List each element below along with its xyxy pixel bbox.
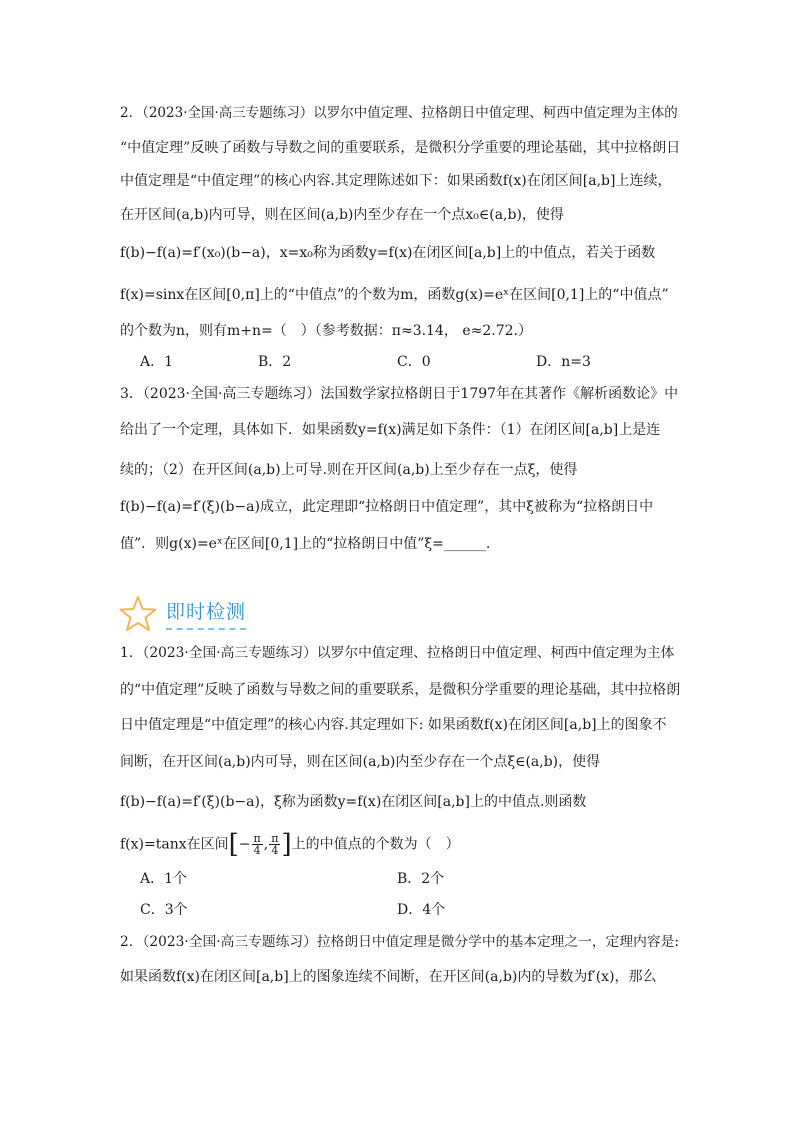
p1-line-6-prefix: f(x)=tanx在区间 bbox=[120, 836, 229, 853]
fraction-numerator: π bbox=[253, 832, 261, 845]
q2-option-c: C．0 bbox=[397, 354, 431, 370]
q3-line-5: 值”．则g(x)=eˣ在区间[0,1]上的“拉格朗日中值”ξ=______. bbox=[120, 536, 491, 552]
p1-line-3: 日中值定理是“中值定理”的核心内容.其定理如下: 如果函数f(x)在闭区间[a,b]上的图象不 bbox=[120, 717, 667, 733]
fraction-pi-over-4 bbox=[252, 833, 263, 856]
p1-line-2: 的“中值定理”反映了函数与导数之间的重要联系，是微积分学重要的理论基础，其中拉格朗 bbox=[120, 682, 680, 698]
p1-line-5: f(b)−f(a)=f′(ξ)(b−a)，ξ称为函数y=f(x)在闭区间[a,b]上的中值点.则函数 bbox=[120, 794, 587, 810]
minus-sign: − bbox=[238, 836, 251, 853]
p1-line-6 bbox=[120, 829, 680, 860]
q3-line-3: 续的；（2）在开区间(a,b)上可导.则在开区间(a,b)上至少存在一点ξ，使得 bbox=[120, 462, 578, 478]
q2-line-5: f(b)−f(a)=f′(x₀)(b−a)，x=x₀称为函数y=f(x)在闭区间[a,b]上的中值点，若关于函数 bbox=[120, 245, 656, 261]
fraction-pi-over-4 bbox=[269, 833, 280, 856]
p1-line-1: 1．（2023·全国·高三专题练习）以罗尔中值定理、拉格朗日中值定理、柯西中值定理为主体 bbox=[120, 645, 675, 661]
fraction-denominator: 4 bbox=[271, 844, 279, 857]
p1-option-b: B．2个 bbox=[397, 871, 445, 887]
interval-comma: , bbox=[263, 836, 269, 853]
q3-line-2: 给出了一个定理，具体如下．如果函数y=f(x)满足如下条件：（1）在闭区间[a,b]上是连 bbox=[120, 422, 661, 438]
fraction-denominator: 4 bbox=[253, 844, 261, 857]
interval-open-bracket: [ bbox=[228, 829, 239, 860]
q3-line-4: f(b)−f(a)=f′(ξ)(b−a)成立，此定理即“拉格朗日中值定理”，其中ξ被称为“拉格朗日中 bbox=[120, 499, 654, 515]
q3-line-1: 3．（2023·全国·高三专题练习）法国数学家拉格朗日于1797年在其著作《解析函数论》中 bbox=[120, 386, 679, 402]
p1-line-4: 间断，在开区间(a,b)内可导，则在区间(a,b)内至少存在一个点ξ∈(a,b)，使得 bbox=[120, 754, 601, 770]
q2-option-d: D．n=3 bbox=[536, 354, 591, 370]
p2-line-2: 如果函数f(x)在闭区间[a,b]上的图象连续不间断，在开区间(a,b)内的导数为f′(x)，那么 bbox=[120, 969, 657, 985]
p1-option-a: A．1个 bbox=[140, 871, 188, 887]
section-title-underline bbox=[166, 628, 246, 630]
q2-option-b: B．2 bbox=[258, 354, 292, 370]
fraction-numerator: π bbox=[271, 832, 279, 845]
p2-line-1: 2．（2023·全国·高三专题练习）拉格朗日中值定理是微分学中的基本定理之一，定理内容是: bbox=[120, 934, 679, 950]
star-icon bbox=[118, 594, 158, 634]
section-title: 即时检测 bbox=[166, 601, 247, 623]
p1-option-c: C．3个 bbox=[140, 902, 188, 918]
p1-line-6-suffix: 上的中值点的个数为（ ） bbox=[291, 836, 460, 853]
p1-option-d: D．4个 bbox=[397, 902, 446, 918]
q2-option-a: A．1 bbox=[140, 354, 174, 370]
q2-line-7: 的个数为n，则有m+n=（ ）（参考数据：π≈3.14， e≈2.72.） bbox=[120, 323, 532, 339]
q2-line-4: 在开区间(a,b)内可导，则在区间(a,b)内至少存在一个点x₀∈(a,b)，使得 bbox=[120, 207, 564, 223]
interval-close-bracket: ] bbox=[281, 829, 292, 860]
q2-line-2: “中值定理”反映了函数与导数之间的重要联系，是微积分学重要的理论基础，其中拉格朗日 bbox=[120, 140, 680, 156]
q2-line-3: 中值定理是“中值定理”的核心内容.其定理陈述如下：如果函数f(x)在闭区间[a,b]上连续， bbox=[120, 173, 672, 189]
q2-line-6: f(x)=sinx在区间[0,π]上的“中值点”的个数为m，函数g(x)=eˣ在区间[0,1]上的“中值点” bbox=[120, 287, 669, 303]
q2-line-1: 2．（2023·全国·高三专题练习）以罗尔中值定理、拉格朗日中值定理、柯西中值定理为主体的 bbox=[120, 105, 678, 121]
